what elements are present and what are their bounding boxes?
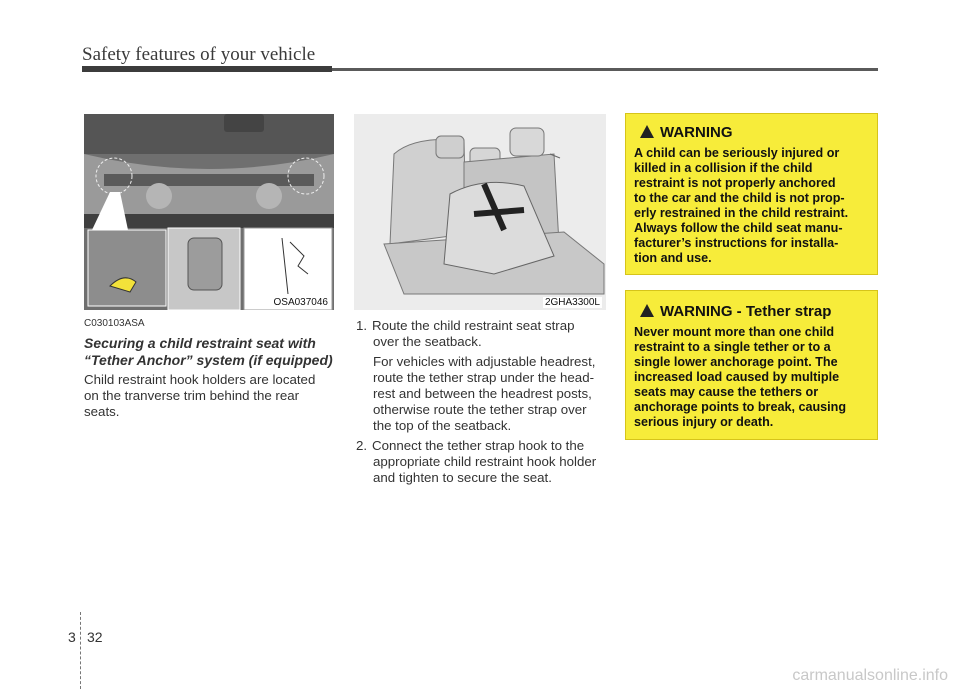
warning-triangle-icon: [640, 304, 654, 317]
step-number: 1.: [356, 318, 368, 333]
step-line: and tighten to secure the seat.: [373, 470, 552, 485]
body-line: Child restraint hook holders are located: [84, 372, 316, 387]
warning-triangle-icon: [640, 125, 654, 138]
trim-illustration: [84, 114, 334, 310]
warning-text: [634, 146, 869, 266]
step-note-line: the top of the seatback.: [373, 418, 512, 433]
warning-line: single lower anchorage point. The: [634, 355, 838, 369]
warning-title: [640, 124, 733, 141]
warning-line: to the car and the child is not prop-: [634, 191, 845, 205]
warning-box-child-restraint: [625, 113, 878, 275]
warning-line: tion and use.: [634, 251, 712, 265]
warning-text: [634, 325, 869, 430]
warning-line: restraint to a single tether or to a: [634, 340, 831, 354]
footer-divider: [80, 612, 82, 689]
steps-list: [356, 318, 608, 486]
warning-title: [640, 303, 831, 320]
figure-code-label: OSA037046: [273, 297, 328, 308]
warning-line: anchorage points to break, causing: [634, 400, 847, 414]
warning-line: restraint is not properly anchored: [634, 176, 836, 190]
step-number: 2.: [356, 438, 368, 453]
body-line: seats.: [84, 404, 120, 419]
body-line: on the tranverse trim behind the rear: [84, 388, 300, 403]
step-note-line: rest and between the headrest posts,: [373, 386, 592, 401]
subheading-line: “Tether Anchor” system (if equipped): [84, 352, 333, 368]
step-line: Connect the tether strap hook to the: [372, 438, 585, 453]
chapter-number: 3: [68, 629, 76, 645]
warning-line: serious injury or death.: [634, 415, 774, 429]
step-note-line: route the tether strap under the head-: [373, 370, 595, 385]
warning-line: Always follow the child seat manu-: [634, 221, 843, 235]
subheading-line: Securing a child restraint seat with: [84, 335, 316, 351]
watermark: carmanualsonline.info: [792, 667, 948, 684]
step-line: appropriate child restraint hook holder: [373, 454, 597, 469]
warning-line: Never mount more than one child: [634, 325, 835, 339]
figure-tether-anchor-trim: [84, 114, 334, 310]
header-rule-accent: [82, 66, 332, 72]
step-line: Route the child restraint seat strap: [372, 318, 575, 333]
section-body: [84, 372, 338, 420]
page-number: 32: [87, 629, 103, 645]
warning-title-text: WARNING: [660, 124, 733, 141]
section-code: C030103ASA: [84, 318, 145, 329]
step-2: [356, 438, 608, 454]
step-line: over the seatback.: [373, 334, 482, 349]
step-note-line: otherwise route the tether strap over: [373, 402, 587, 417]
warning-line: seats may cause the tethers or: [634, 385, 819, 399]
warning-line: increased load caused by multiple: [634, 370, 840, 384]
page-header-title: Safety features of your vehicle: [82, 44, 316, 65]
warning-line: A child can be seriously injured or: [634, 146, 840, 160]
figure-child-seat-strap: [354, 114, 606, 310]
step-1: [356, 318, 608, 334]
section-subheading: [84, 335, 336, 369]
warning-line: killed in a collision if the child: [634, 161, 813, 175]
step-note-line: For vehicles with adjustable headrest,: [373, 354, 596, 369]
warning-line: erly restrained in the child restraint.: [634, 206, 849, 220]
seat-illustration: [354, 114, 606, 310]
warning-title-text: WARNING - Tether strap: [660, 303, 832, 320]
warning-line: facturer’s instructions for installa-: [634, 236, 839, 250]
warning-box-tether-strap: [625, 290, 878, 440]
figure-code-label: 2GHA3300L: [544, 297, 600, 308]
